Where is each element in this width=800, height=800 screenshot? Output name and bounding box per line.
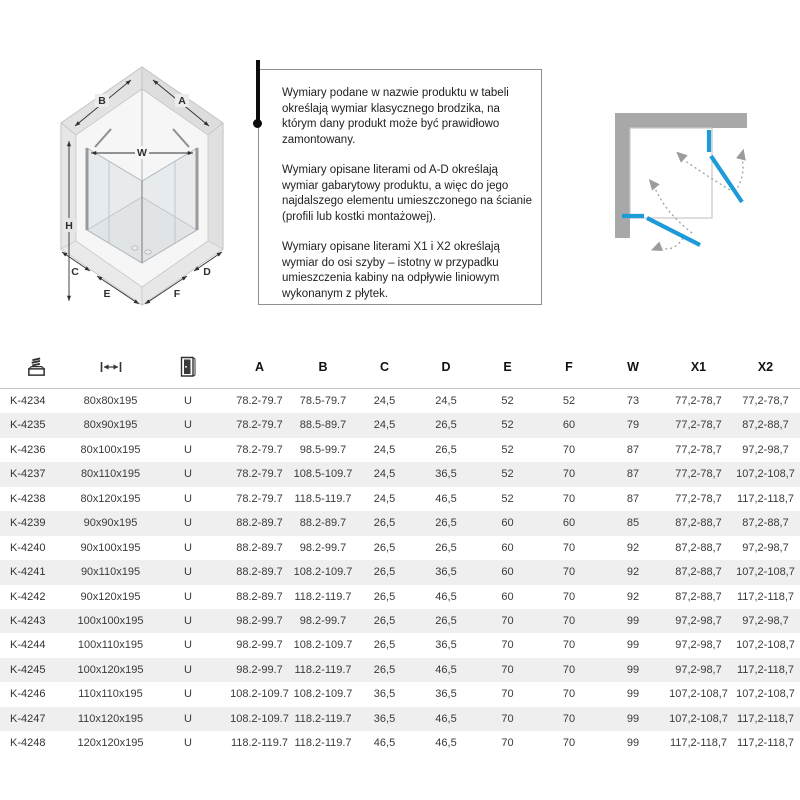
dimension-cell: 98.2-99.7 — [299, 614, 347, 627]
info-paragraph-1: Wymiary podane w nazwie produktu w tabeli określają wymiar klasycznego brodzika, na którym dany produkt może być prawidłowo zamontowany. — [282, 87, 509, 146]
dimension-cell: 117,2-118,7 — [736, 663, 795, 676]
dimension-cell: 70 — [562, 541, 576, 554]
profile-type: U — [184, 712, 192, 725]
dimension-cell: 97,2-98,7 — [675, 614, 722, 627]
product-code: K-4241 — [10, 566, 46, 579]
dimension-cell: 70 — [501, 663, 514, 676]
dimension-cell: 24,5 — [373, 395, 396, 407]
dimension-cell: 99 — [626, 639, 640, 652]
product-code: K-4245 — [10, 663, 46, 676]
dimension-cell: 87,2-88,7 — [675, 590, 722, 603]
dimension-cell: 36,5 — [435, 468, 457, 481]
product-size: 90x90x195 — [83, 517, 138, 530]
dimension-cell: 77,2-78,7 — [742, 395, 789, 407]
product-code: K-4237 — [10, 468, 46, 481]
dimension-cell: 77,2-78,7 — [675, 492, 722, 505]
dimension-cell: 87,2-88,7 — [742, 419, 789, 432]
dimension-cell: 92 — [626, 590, 640, 603]
dimension-cell: 107,2-108,7 — [669, 688, 728, 701]
profile-type: U — [184, 566, 192, 579]
table-row — [0, 560, 800, 584]
column-header-w: W — [627, 359, 639, 374]
accent-line — [256, 60, 260, 123]
profile-type: U — [184, 737, 192, 750]
dimension-cell: 107,2-108,7 — [736, 468, 795, 481]
product-size: 100x100x195 — [77, 614, 144, 627]
dimension-cell: 118.2-119.7 — [294, 590, 352, 603]
dimension-cell: 26,5 — [373, 517, 396, 530]
dimension-cell: 118.2-119.7 — [294, 712, 352, 725]
product-size: 110x120x195 — [77, 712, 144, 725]
product-size: 120x120x195 — [77, 737, 144, 750]
dimension-cell: 97,2-98,7 — [675, 663, 722, 676]
dimension-cell: 52 — [562, 395, 576, 407]
dimension-cell: 88.5-89.7 — [299, 419, 347, 432]
dimension-cell: 26,5 — [435, 419, 457, 432]
dimension-cell: 98.2-99.7 — [236, 614, 283, 627]
dimension-cell: 87,2-88,7 — [675, 566, 722, 579]
dimension-cell: 108.2-109.7 — [230, 712, 289, 725]
dimension-cell: 108.2-109.7 — [230, 688, 289, 701]
dimension-cell: 36,5 — [373, 688, 396, 701]
dimension-cell: 98.2-99.7 — [236, 639, 283, 652]
table-header — [0, 345, 800, 389]
product-size: 110x110x195 — [78, 688, 143, 701]
profile-type: U — [184, 541, 192, 554]
product-code: K-4248 — [10, 737, 46, 750]
dimension-cell: 77,2-78,7 — [675, 468, 722, 481]
dimension-cell: 88.2-89.7 — [299, 517, 347, 530]
table-row — [0, 438, 800, 462]
dimension-cell: 107,2-108,7 — [669, 712, 728, 725]
table-row — [0, 511, 800, 535]
profile-type: U — [184, 688, 192, 701]
column-header-x1: X1 — [690, 359, 707, 374]
product-code: K-4246 — [10, 688, 46, 701]
table-row — [0, 633, 800, 657]
product-code: K-4244 — [10, 639, 46, 652]
product-size: 90x110x195 — [80, 566, 141, 579]
dimension-cell: 118.2-119.7 — [294, 737, 352, 750]
dimension-cell: 107,2-108,7 — [736, 639, 795, 652]
table-row — [0, 585, 800, 609]
table-row — [0, 731, 800, 755]
dimension-cell: 52 — [501, 443, 514, 456]
dimension-cell: 60 — [562, 517, 576, 530]
table-row — [0, 389, 800, 413]
product-code: K-4238 — [10, 492, 46, 505]
dimension-cell: 46,5 — [435, 492, 457, 505]
dimension-cell: 92 — [626, 566, 640, 579]
swing-arrowheads — [645, 147, 748, 255]
dim-label-f: F — [173, 288, 181, 300]
info-paragraph-2: Wymiary opisane literami od A-D określają wymiar gabarytowy produktu, a więc do jego najdalszego elementu umieszczonego na ścianie (profili lub kostki montażowej). — [282, 164, 532, 223]
dimension-cell: 77,2-78,7 — [675, 395, 722, 407]
column-header-x2: X2 — [757, 359, 774, 374]
dimension-cell: 98.2-99.7 — [236, 663, 283, 676]
dimension-cell: 117,2-118,7 — [669, 737, 728, 750]
product-code: K-4243 — [10, 614, 46, 627]
profile-type: U — [184, 492, 192, 505]
info-box — [258, 69, 542, 305]
dimension-cell: 70 — [501, 712, 514, 725]
dimension-cell: 118.5-119.7 — [294, 492, 352, 505]
product-size: 100x120x195 — [77, 663, 144, 676]
dimension-cell: 36,5 — [435, 639, 457, 652]
dimension-cell: 87 — [626, 443, 640, 456]
profile-type: U — [184, 395, 192, 407]
dimension-cell: 98.2-99.7 — [299, 541, 347, 554]
dimension-cell: 26,5 — [373, 639, 396, 652]
info-text — [259, 70, 541, 302]
dimension-cell: 92 — [626, 541, 640, 554]
dimension-cell: 108.2-109.7 — [293, 566, 353, 579]
dimension-cell: 26,5 — [435, 517, 457, 530]
product-size: 90x120x195 — [80, 590, 141, 603]
dim-label-d: D — [203, 266, 211, 278]
dimension-cell: 77,2-78,7 — [675, 443, 722, 456]
profile-type: U — [184, 663, 192, 676]
column-header-e: E — [503, 359, 512, 374]
door-icon — [149, 355, 227, 379]
dimension-cell: 85 — [626, 517, 640, 530]
product-code: K-4247 — [10, 712, 46, 725]
dimension-cell: 26,5 — [373, 614, 396, 627]
dimension-cell: 78.2-79.7 — [236, 419, 283, 432]
dimension-cell: 118.2-119.7 — [294, 663, 352, 676]
column-header-c: C — [379, 359, 390, 374]
dimension-cell: 70 — [562, 590, 576, 603]
dimension-cell: 46,5 — [373, 737, 396, 750]
dimension-cell: 117,2-118,7 — [736, 737, 795, 750]
dimension-cell: 70 — [562, 712, 576, 725]
dimension-cell: 70 — [562, 663, 576, 676]
door-swing-diagram — [595, 80, 785, 280]
dimension-cell: 60 — [562, 419, 576, 432]
dimension-cell: 60 — [501, 517, 514, 530]
dimension-cell: 36,5 — [373, 712, 396, 725]
dimension-cell: 24,5 — [373, 419, 396, 432]
dimension-cell: 99 — [626, 688, 640, 701]
column-header-b: B — [318, 359, 328, 374]
dimension-cell: 70 — [562, 688, 576, 701]
dimension-cell: 70 — [562, 639, 576, 652]
dimension-cell: 70 — [501, 688, 514, 701]
product-size: 90x100x195 — [80, 541, 141, 554]
isometric-cabin-svg — [55, 63, 230, 310]
product-size: 80x100x195 — [80, 443, 141, 456]
profile-type: U — [184, 468, 192, 481]
dimension-cell: 73 — [626, 395, 640, 407]
table-body — [0, 389, 800, 756]
dimension-cell: 99 — [626, 737, 640, 750]
profile-type: U — [184, 614, 192, 627]
table-row — [0, 462, 800, 486]
column-header-a: A — [254, 359, 265, 374]
table-row — [0, 487, 800, 511]
column-header-f: F — [565, 359, 573, 374]
dimension-cell: 107,2-108,7 — [736, 688, 795, 701]
dim-label-c: C — [71, 266, 79, 278]
dimension-cell: 26,5 — [373, 663, 396, 676]
dimension-cell: 24,5 — [373, 443, 396, 456]
dimension-cell: 108.2-109.7 — [293, 688, 353, 701]
dimension-cell: 24,5 — [435, 395, 457, 407]
dimension-cell: 52 — [501, 419, 514, 432]
dimension-cell: 46,5 — [435, 590, 457, 603]
accent-dot — [253, 119, 262, 128]
door-swing-svg — [595, 80, 785, 280]
dimension-cell: 46,5 — [435, 663, 457, 676]
dim-label-e: E — [103, 288, 111, 300]
table-row — [0, 413, 800, 437]
dimension-cell: 70 — [501, 639, 514, 652]
profile-type: U — [184, 639, 192, 652]
dimension-cell: 26,5 — [373, 590, 396, 603]
dimension-cell: 99 — [626, 663, 640, 676]
tray-stack-icon — [0, 355, 72, 378]
dimension-cell: 117,2-118,7 — [736, 492, 795, 505]
table-row — [0, 609, 800, 633]
dimension-cell: 36,5 — [435, 566, 457, 579]
dimension-cell: 88.2-89.7 — [236, 566, 283, 579]
product-code: K-4235 — [10, 419, 46, 432]
dimension-cell: 78.2-79.7 — [236, 468, 283, 481]
dimension-cell: 87,2-88,7 — [675, 517, 722, 530]
dimension-cell: 87 — [626, 468, 640, 481]
wall-shape — [615, 113, 747, 238]
profile-type: U — [184, 443, 192, 456]
dimension-cell: 70 — [501, 737, 514, 750]
dimension-cell: 46,5 — [435, 737, 457, 750]
dimension-cell: 87,2-88,7 — [675, 541, 722, 554]
profile-type: U — [184, 419, 192, 432]
dim-label-w: W — [137, 147, 147, 159]
dimension-cell: 78.2-79.7 — [236, 395, 283, 407]
dimension-cell: 52 — [501, 492, 514, 505]
product-size: 80x90x195 — [83, 419, 138, 432]
dimension-cell: 97,2-98,7 — [675, 639, 722, 652]
dimension-cell: 118.2-119.7 — [230, 737, 289, 750]
dimension-cell: 97,2-98,7 — [742, 614, 789, 627]
profile-type: U — [184, 590, 192, 603]
width-dimension-icon — [72, 360, 149, 374]
product-code: K-4234 — [10, 395, 46, 407]
dimension-cell: 79 — [626, 419, 640, 432]
dimension-cell: 60 — [501, 541, 514, 554]
product-code: K-4240 — [10, 541, 46, 554]
product-size: 100x110x195 — [77, 639, 144, 652]
product-code: K-4242 — [10, 590, 46, 603]
product-size: 80x110x195 — [80, 468, 141, 481]
dimension-cell: 26,5 — [373, 566, 396, 579]
dimension-cell: 26,5 — [435, 541, 457, 554]
dim-label-a: A — [178, 95, 186, 107]
column-header-d: D — [441, 359, 451, 374]
dimension-cell: 88.2-89.7 — [236, 541, 283, 554]
dimension-cell: 97,2-98,7 — [742, 541, 789, 554]
dimension-cell: 108.2-109.7 — [293, 639, 353, 652]
dimension-cell: 107,2-108,7 — [736, 566, 795, 579]
dimension-cell: 87,2-88,7 — [742, 517, 789, 530]
dimension-cell: 70 — [562, 566, 576, 579]
dimension-cell: 70 — [501, 614, 514, 627]
dimension-cell: 117,2-118,7 — [736, 712, 795, 725]
dimension-cell: 60 — [501, 566, 514, 579]
dimension-cell: 70 — [562, 468, 576, 481]
isometric-cabin-diagram — [55, 63, 230, 310]
dimension-cell: 77,2-78,7 — [675, 419, 722, 432]
product-size: 80x120x195 — [80, 492, 141, 505]
dimension-cell: 117,2-118,7 — [736, 590, 795, 603]
dimension-cell: 52 — [501, 395, 514, 407]
product-code: K-4236 — [10, 443, 46, 456]
dimension-cell: 70 — [562, 737, 576, 750]
product-code: K-4239 — [10, 517, 46, 530]
dimension-cell: 26,5 — [435, 614, 457, 627]
glass-doors — [622, 130, 742, 245]
dim-label-h: H — [65, 220, 73, 232]
dimension-cell: 87 — [626, 492, 640, 505]
dimension-cell: 26,5 — [435, 443, 457, 456]
profile-type: U — [184, 517, 192, 530]
dimension-cell: 24,5 — [373, 492, 396, 505]
dimension-cell: 78.5-79.7 — [299, 395, 347, 407]
dimension-cell: 70 — [562, 614, 576, 627]
dimension-cell: 60 — [501, 590, 514, 603]
dimension-cell: 99 — [626, 712, 640, 725]
dimension-cell: 52 — [501, 468, 514, 481]
spec-table — [0, 345, 800, 756]
table-row — [0, 536, 800, 560]
dimension-cell: 97,2-98,7 — [742, 443, 789, 456]
dimension-cell: 88.2-89.7 — [236, 517, 283, 530]
dimension-cell: 88.2-89.7 — [236, 590, 283, 603]
table-row — [0, 658, 800, 682]
dimension-cell: 99 — [626, 614, 640, 627]
dimension-cell: 36,5 — [435, 688, 457, 701]
dimension-cell: 26,5 — [373, 541, 396, 554]
dimension-cell: 78.2-79.7 — [236, 443, 283, 456]
product-size: 80x80x195 — [83, 395, 138, 407]
dimension-cell: 70 — [562, 443, 576, 456]
dim-label-b: B — [98, 95, 106, 107]
dimension-cell: 108.5-109.7 — [293, 468, 353, 481]
table-row — [0, 682, 800, 706]
dimension-cell: 70 — [562, 492, 576, 505]
dimension-cell: 46,5 — [435, 712, 457, 725]
dimension-cell: 98.5-99.7 — [299, 443, 347, 456]
dimension-cell: 78.2-79.7 — [236, 492, 283, 505]
dimension-cell: 24,5 — [373, 468, 396, 481]
info-paragraph-3: Wymiary opisane literami X1 i X2 określają wymiar do osi szyby – istotny w przypadku umieszczenia kabiny na odpływie liniowym wykonanym z płytek. — [282, 241, 500, 300]
table-row — [0, 707, 800, 731]
